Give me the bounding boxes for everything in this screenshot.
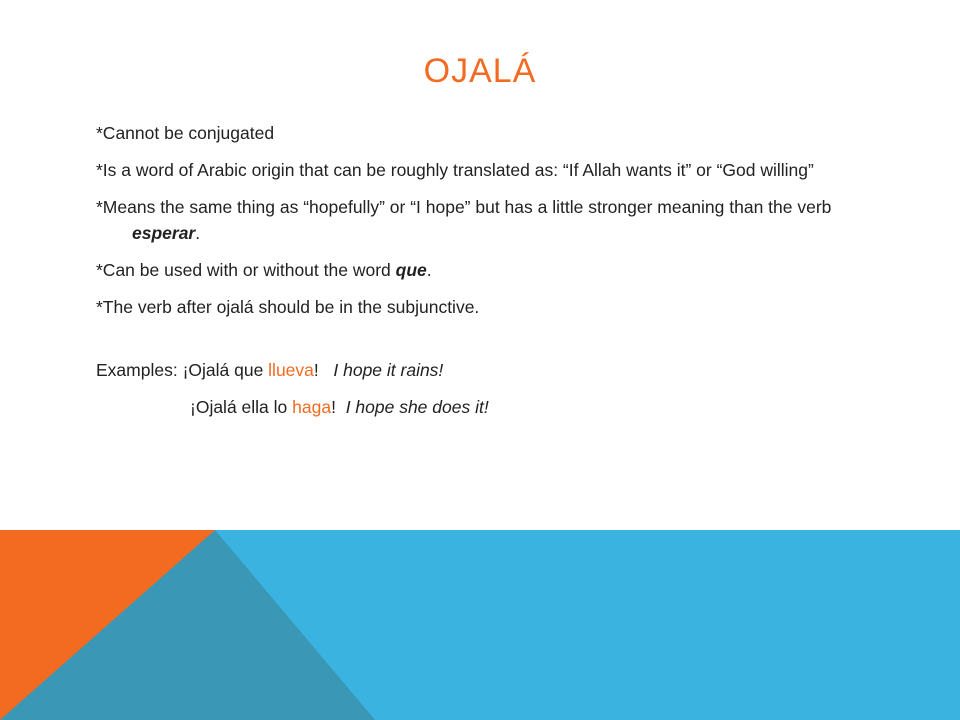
bullet-cannot-conjugate: *Cannot be conjugated — [96, 123, 275, 143]
example-2-end: ! — [331, 397, 336, 417]
example-1 — [96, 357, 856, 383]
spacer — [96, 331, 856, 357]
decorative-footer-band — [0, 530, 960, 720]
bullet-que-end: . — [426, 260, 432, 280]
bullet-meaning-end: . — [195, 223, 201, 243]
bullet-subjunctive: *The verb after ojalá should be in the subjunctive. — [96, 297, 480, 317]
slide-title: OJALÁ — [423, 52, 537, 90]
example-1-verb: llueva — [268, 360, 314, 380]
example-2-translation: I hope she does it! — [345, 397, 489, 417]
bullet-que-usage — [96, 257, 856, 283]
example-2-verb: haga — [292, 397, 332, 417]
example-2-spanish: ¡Ojalá ella lo — [190, 397, 293, 417]
bullet-que-text: *Can be used with or without the word — [96, 260, 396, 280]
bullet-arabic-origin: *Is a word of Arabic origin that can be roughly translated as: “If Allah wants it” or “God willing” — [96, 160, 814, 180]
bullet-meaning — [96, 194, 856, 246]
bullet-meaning-text: *Means the same thing as “hopefully” or “I hope” but has a little stronger meaning than the verb — [96, 197, 832, 217]
word-esperar: esperar — [132, 223, 196, 243]
slide-body — [96, 120, 856, 431]
examples-label: Examples: — [96, 360, 183, 380]
example-1-translation: I hope it rains! — [333, 360, 444, 380]
example-2 — [96, 394, 856, 420]
word-que: que — [395, 260, 427, 280]
example-1-end: ! — [313, 360, 319, 380]
example-1-spanish: ¡Ojalá que — [182, 360, 269, 380]
